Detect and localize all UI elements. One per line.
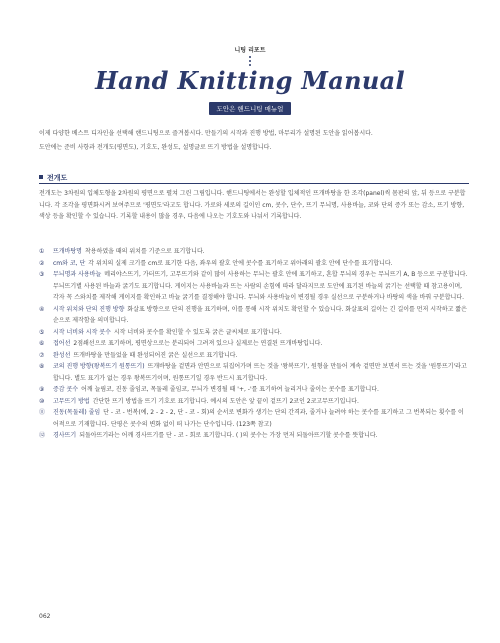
item-text: 뜨개바탕을 겉면과 안면으로 뒤집어가며 뜨는 것을 '왕복뜨기', 원형을 만들어 계속 겉면만 보면서 뜨는 것을 '원통뜨기'라고 합니다. 별도 표기가 없는 경우 왕복뜨기이며, 원통뜨기일 경우 반드시 표기합니다.	[53, 363, 467, 382]
item-term: 경사뜨기	[53, 432, 77, 439]
subtitle-wrap	[0, 96, 500, 115]
intro	[39, 127, 469, 155]
item-number: ⑨	[39, 386, 45, 393]
page-title: Hand Knitting Manual	[95, 66, 405, 95]
kicker: 니팅 리포트	[234, 47, 266, 54]
item-text: 2점쇄선으로 표기하며, 평면상으로는 분리되어 그려져 있으나 실제로는 연결된 뜨개바탕입니다.	[73, 340, 323, 347]
section-title: 전개도	[47, 174, 68, 182]
item-number: ③	[39, 271, 45, 278]
item-number: ⑪	[39, 409, 46, 416]
item-term: 무늬명과 사용바늘	[53, 271, 102, 278]
intro-line: 도안에는 준비 사항과 전개도(평면도), 기호도, 완성도, 설명글로 뜨기 방법을 설명합니다.	[39, 144, 272, 151]
list-item	[39, 338, 469, 350]
item-number: ⑩	[39, 397, 45, 405]
item-number: ④	[39, 305, 45, 313]
item-number: ⑦	[39, 351, 45, 359]
page-number: 062	[39, 613, 51, 620]
item-text: 뜨개바탕을 만들었을 때 완성되어진 굵은 실선으로 표기합니다.	[73, 351, 238, 359]
item-number: ①	[39, 248, 45, 255]
list-item	[39, 407, 469, 430]
item-term: 완성선	[53, 351, 71, 359]
item-number: ②	[39, 259, 45, 267]
list-item	[39, 350, 469, 362]
list-item	[39, 361, 469, 384]
list-item	[39, 246, 469, 258]
item-text: 어깨 늘림코, 진동 줄임코, 목둘레 줄임코, 무늬가 변경될 때 '+, -'를 표기하여 늘리거나 줄이는 콧수를 표기합니다.	[81, 386, 379, 393]
list-item	[39, 396, 469, 408]
item-number: ⑫	[39, 432, 46, 439]
item-text: 화살표 방향으로 단의 진행을 표기하며, 이를 통해 시작 위치도 확인할 수 있습니다. 화살표의 길이는 긴 길이를 먼저 시작하고 짧은 순으로 제작함을 의미합니다.	[53, 305, 467, 324]
list-item	[39, 258, 469, 270]
item-term: 증감 콧수	[53, 386, 79, 393]
item-number: ⑤	[39, 328, 45, 336]
section-body: 전개도는 3차원의 입체도형을 2차원의 평면으로 펼쳐 그린 그림입니다. 핸드니팅에서는 완성할 입체적인 뜨개바탕을 한 조각(panel)씩 몸판의 앞, 뒤 등으로 구분합니다. 각 조각을 평면화시켜 보여주므로 '평면도'라고도 합니다. 가로와 세로의 길이인 cm, 콧수, 단수, 뜨기 무늬명, 사용바늘, 코와 단의 증가 또는 감소, 뜨기 방향, 색상 등을 확인할 수 있습니다. 기록할 내용이 많을 경우, 다음에 나오는 기호도와 나눠서 기록합니다.	[39, 190, 466, 221]
item-text: 시작 너비와 콧수를 확인할 수 있도록 굵은 글씨체로 표기합니다.	[113, 328, 282, 336]
item-text: 착용하였을 때의 위치를 기준으로 표기합니다.	[84, 248, 205, 255]
item-term: 시작 너비와 시작 콧수	[53, 328, 111, 336]
section-square-icon	[39, 175, 43, 179]
item-term: 뜨개바탕명	[53, 248, 82, 255]
item-term: 진동(목둘레) 줄임	[53, 409, 101, 416]
item-term: cm와 코, 단	[53, 259, 86, 267]
section-divider	[39, 183, 469, 184]
item-number: ⑥	[39, 340, 45, 347]
section-heading	[39, 173, 67, 183]
item-term: 접어선	[53, 340, 71, 347]
item-number: ⑧	[39, 363, 45, 370]
list-item	[39, 327, 469, 339]
item-list	[39, 246, 469, 442]
list-item	[39, 430, 469, 442]
item-text: 메리야스뜨기, 가터뜨기, 고무뜨기와 같이 많이 사용하는 무늬는 괄호 안에 표기하고, 혼합 무늬의 경우는 무늬뜨기 A, B 등으로 구분합니다. 무늬뜨기별 사용된 바늘과 굵기도 표기합니다. 게이지는 사용바늘과 뜨는 사람의 손힘에 따라 달라지므로 도안에 표기된 바늘의 굵기는 선택할 때 참고용이며, 각자 꼭 스와치를 제작해 게이지를 확인하고 바늘 굵기를 결정해야 합니다. 무늬와 사용바늘이 변경될 경우 실선으로 구분하거나 바탕의 색을 바꿔 구분합니다.	[53, 271, 468, 301]
item-term: 고무뜨기 방법	[53, 397, 90, 405]
item-text: 간단한 뜨기 방법을 뜨기 기호로 표기합니다. 예시의 도안은 앞 끝이 겉뜨기 2코인 2코고무뜨기입니다.	[92, 397, 359, 405]
item-text: 되돌아뜨기라는 어깨 경사뜨기를 단 - 코 - 회로 표기합니다. ( )의 콧수는 가장 먼저 되돌아뜨기할 콧수를 뜻합니다.	[79, 432, 378, 439]
item-term: 코의 진행 방향(왕복뜨기 원통뜨기)	[53, 363, 145, 370]
item-text: 각 위치의 실제 크기를 cm로 표기한 다음, 좌우의 괄호 안에 콧수를 표기하고 위아래의 괄호 안에 단수를 표기합니다.	[88, 259, 393, 267]
subtitle-badge: 도안은 핸드니팅 매뉴얼	[209, 102, 292, 115]
list-item	[39, 304, 469, 327]
list-item	[39, 269, 469, 304]
intro-line: 이제 다양한 베스트 디자인을 선택해 핸드니팅으로 즐겨봅시다. 만들기의 시작과 진행 방법, 마무리가 설명된 도안을 읽어봅시다.	[39, 130, 373, 137]
list-item	[39, 384, 469, 396]
item-text: 단 - 코 - 번복(예, 2 - 2 - 2, 단 - 코 - 회)의 순서로 변화가 생기는 단의 간격과, 줄거나 늘려야 하는 콧수를 표기하고 그 번복되는 횟수를 이어적으로 기재합니다. 단평은 콧수의 변화 없이 떠 나가는 단수입니다. (123쪽 참고)	[53, 409, 464, 428]
item-term: 시작 위치와 단의 진행 방향	[53, 305, 125, 313]
